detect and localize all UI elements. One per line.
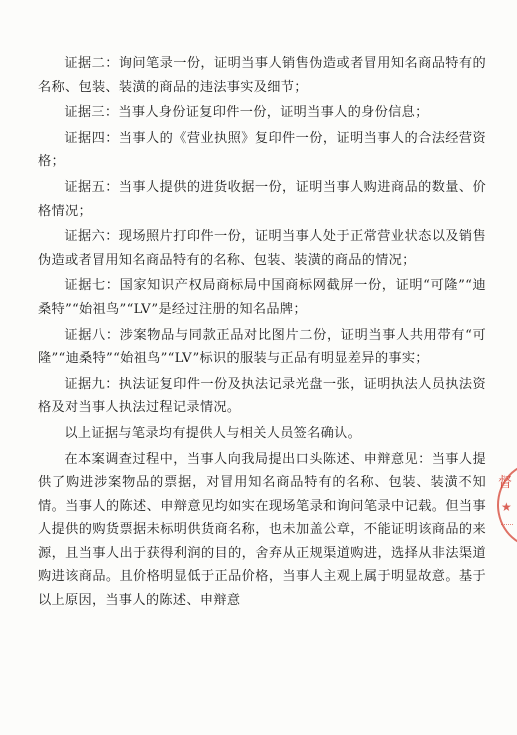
evidence-eight-paragraph: 证据八：涉案物品与同款正品对比图片二份，证明当事人共用带有“可隆”“迪桑特”“始祖鸟”“LV”标识的服装与正品有明显差异的事实； xyxy=(38,327,486,367)
seal-character: 督 xyxy=(498,475,512,491)
confirmation-paragraph: 以上证据与笔录均有提供人与相关人员签名确认。 xyxy=(64,425,362,441)
evidence-four-paragraph: 证据四：当事人的《营业执照》复印件一份，证明当事人的合法经营资格； xyxy=(38,130,486,170)
seal-dots xyxy=(501,524,513,528)
official-seal-stamp xyxy=(495,462,517,548)
document-body xyxy=(38,52,486,615)
seal-star-icon: ★ xyxy=(501,500,512,514)
evidence-five-paragraph: 证据五：当事人提供的进货收据一份，证明当事人购进商品的数量、价格情况； xyxy=(38,179,486,219)
evidence-two-paragraph: 证据二：询问笔录一份，证明当事人销售伪造或者冒用知名商品特有的名称、包装、装潢的商品的违法事实及细节； xyxy=(38,56,486,95)
evidence-nine-paragraph: 证据九：执法证复印件一份及执法记录光盘一张，证明执法人员执法资格及对当事人执法过程记录情况。 xyxy=(38,376,486,416)
evidence-seven-paragraph: 证据七：国家知识产权局商标局中国商标网截屏一份，证明“可隆”“迪桑特”“始祖鸟”“LV”是经过注册的知名品牌； xyxy=(38,278,486,317)
evidence-six-paragraph: 证据六：现场照片打印件一份，证明当事人处于正常营业状态以及销售伪造或者冒用知名商品特有的名称、包装、装潢的商品的情况； xyxy=(38,229,486,268)
statement-paragraph: 在本案调查过程中，当事人向我局提出口头陈述、申辩意见：当事人提供了购进涉案物品的票据，对冒用知名商品特有的名称、包装、装潢不知情。当事人的陈述、申辩意见均如实在现场笔录和询问笔录中记载。但当事人提供的购货票据未标明供货商名称，也未加盖公章，不能证明该商品的来源，且当事人出于获得利润的目的，舍弃从正规渠道购进，选择从非法渠道购进该商品。且价格明显低于正品价格，当事人主观上属于明显故意。基于以上原因，当事人的陈述、申辩意 xyxy=(38,451,486,609)
evidence-three-paragraph: 证据三：当事人身份证复印件一份，证明当事人的身份信息； xyxy=(64,105,429,121)
